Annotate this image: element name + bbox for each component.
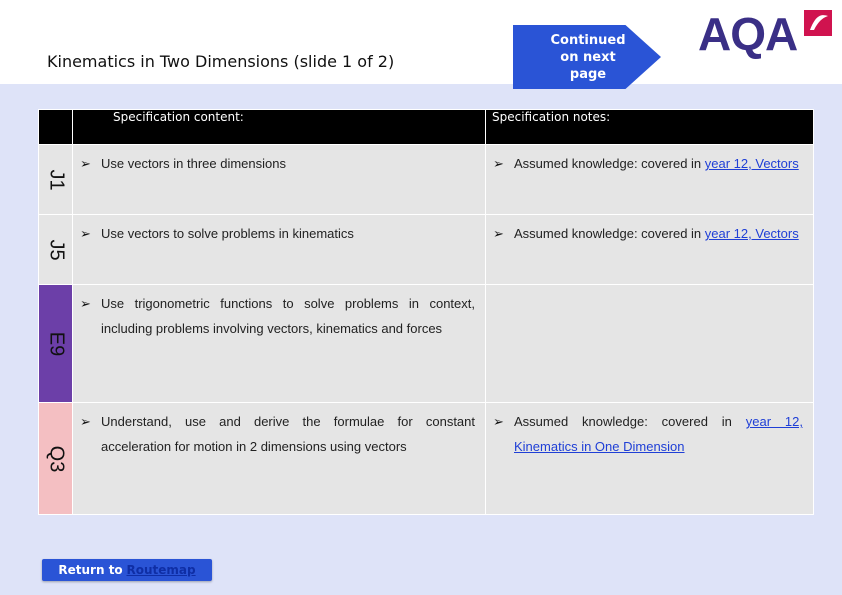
row-notes: [486, 145, 813, 182]
notes-text: Assumed knowledge: covered in: [514, 226, 705, 241]
continued-line-2: on next: [560, 50, 616, 65]
table-row: [39, 145, 814, 215]
row-notes: [486, 403, 813, 465]
row-content-cell: [73, 403, 486, 515]
header-content: Specification content:: [73, 110, 486, 145]
aqa-logo: AQA: [698, 8, 798, 60]
aqa-logo-mark-icon: [802, 8, 834, 38]
row-notes: [486, 215, 813, 252]
return-to-routemap-button[interactable]: [42, 559, 212, 581]
row-code: J5: [45, 238, 67, 261]
header-notes: Specification notes:: [486, 110, 814, 145]
notes-text: Assumed knowledge: covered in: [514, 156, 705, 171]
row-content: ➢ Use trigonometric functions to solve problems in context, including problems involving vectors, kinematics and forces: [73, 285, 485, 347]
row-content: ➢ Understand, use and derive the formulae for constant acceleration for motion in 2 dimensions using vectors: [73, 403, 485, 465]
continued-line-1: Continued: [550, 33, 626, 48]
table-row: [39, 285, 814, 403]
table-row: [39, 403, 814, 515]
notes-link[interactable]: year 12, Kinematics in One Dimension: [514, 414, 803, 454]
row-content-cell: [73, 285, 486, 403]
routemap-link[interactable]: Routemap: [126, 563, 196, 577]
table-header-row: [39, 110, 814, 145]
row-notes-cell: [486, 145, 814, 215]
notes-link[interactable]: year 12, Vectors: [704, 156, 799, 171]
header-code-cell: [39, 110, 73, 145]
row-code-cell: [39, 145, 73, 215]
row-notes-cell: [486, 285, 814, 403]
row-code: J1: [45, 168, 67, 191]
notes-text: Assumed knowledge: covered in: [514, 414, 746, 429]
row-code: Q3: [45, 445, 67, 472]
row-content-cell: [73, 215, 486, 285]
row-notes-cell: [486, 215, 814, 285]
specification-table: [38, 109, 814, 515]
page-title: Kinematics in Two Dimensions (slide 1 of 2): [47, 52, 395, 71]
return-label: Return to: [58, 563, 123, 577]
row-code-cell: [39, 215, 73, 285]
row-code-cell: [39, 285, 73, 403]
row-code-cell: [39, 403, 73, 515]
continued-line-3: page: [569, 67, 607, 82]
row-content: ➢ Use vectors to solve problems in kinematics: [73, 215, 485, 252]
row-content-cell: [73, 145, 486, 215]
row-content: ➢ Use vectors in three dimensions: [73, 145, 485, 182]
table-row: [39, 215, 814, 285]
notes-link[interactable]: year 12, Vectors: [704, 226, 799, 241]
row-notes-cell: [486, 403, 814, 515]
row-code: E9: [45, 331, 67, 356]
continued-label[interactable]: [545, 32, 631, 83]
